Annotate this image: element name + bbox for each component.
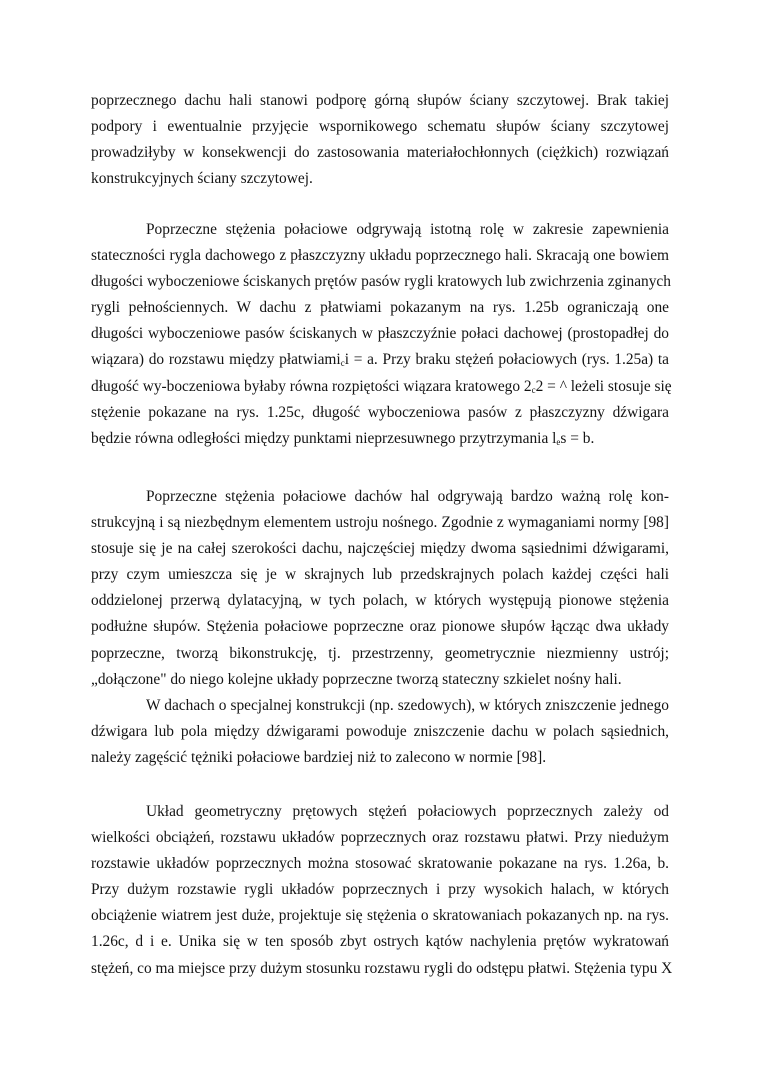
text-line: stosuje się je na całej szerokości dachu, najczęściej między dwoma sąsiednimi dźwigarami,	[91, 540, 669, 558]
text-line: W dachach o specjalnej konstrukcji (np. szedowych), w których zniszczenie jednego	[146, 697, 669, 714]
subscript: c	[531, 384, 536, 395]
text-line: oddzielonej przerwą dylatacyjną, w tych polach, w których występują pionowe stężenia	[91, 592, 669, 610]
paragraph-4	[91, 693, 669, 771]
text-fragment: 2 = ^ leżeli stosuje się	[535, 377, 672, 395]
text-line: Poprzeczne stężenia połaciowe dachów hal odgrywają bardzo ważną rolę kon-	[146, 488, 669, 505]
text-line: dźwigara lub pola między dźwigarami powoduje zniszczenie dachu w polach sąsiednich,	[91, 723, 669, 741]
text-line-with-subscript	[91, 426, 669, 452]
paragraph-3	[91, 484, 669, 693]
text-line: poprzeczne, tworzą bikonstrukcję, tj. przestrzenny, geometrycznie niezmienny ustrój;	[91, 644, 669, 662]
text-line: stężeń, co ma miejsce przy dużym stosunku rozstawu rygli do odstępu płatwi. Stężenia typu X	[91, 959, 673, 977]
text-line: podłużne słupów. Stężenia połaciowe poprzeczne oraz pionowe słupów łącząc dwa układy	[91, 618, 669, 636]
text-line: rozstawie układów poprzecznych można stosować skratowanie pokazane na rys. 1.26a, b.	[91, 855, 669, 873]
text-line: rygli pełnościennych. W dachu z płatwiami pokazanym na rys. 1.25b ograniczają one	[91, 299, 669, 317]
text-line: 1.26c, d i e. Unika się w ten sposób zbyt ostrych kątów nachylenia prętów wykratowań	[91, 933, 669, 951]
text-line: Przy dużym rozstawie rygli układów poprzecznych i przy wysokich halach, w których	[91, 881, 669, 899]
text-line: obciążenie wiatrem jest duże, projektuje się stężenia o skratowaniach pokazanych np. na rys.	[91, 907, 669, 925]
paragraph-2	[91, 217, 672, 452]
text-line: długości wyboczeniowe pasów ściskanych w płaszczyźnie połaci dachowej (prostopadłej do	[91, 325, 669, 343]
text-line-with-subscript	[91, 374, 672, 400]
text-line: długości wyboczeniowe ściskanych prętów pasów rygli kratowych lub zwichrzenia zginanych	[91, 273, 671, 291]
text-line: strukcyjną i są niezbędnym elementem ustroju nośnego. Zgodnie z wymaganiami normy [98]	[91, 514, 669, 532]
text-line: należy zagęścić tężniki połaciowe bardziej niż to zalecono w normie [98].	[91, 749, 547, 767]
text-line: „dołączone" do niego kolejne układy poprzeczne tworzą stateczny szkielet nośny hali.	[91, 670, 622, 688]
text-fragment: s = b.	[560, 429, 595, 447]
text-line: Poprzeczne stężenia połaciowe odgrywają istotną rolę w zakresie zapewnienia	[146, 221, 669, 238]
text-line: Układ geometryczny prętowych stężeń połaciowych poprzecznych zależy od	[146, 803, 669, 820]
text-line: stateczności rygla dachowego z płaszczyzny układu poprzecznego hali. Skracają one bowiem	[91, 247, 669, 265]
subscript: e	[556, 436, 561, 447]
text-line: prowadziłyby w konsekwencji do zastosowania materiałochłonnych (ciężkich) rozwiązań	[91, 144, 669, 162]
text-line: poprzecznego dachu hali stanowi podporę górną słupów ściany szczytowej. Brak takiej	[91, 92, 669, 109]
text-fragment: i = a. Przy braku stężeń połaciowych (rys. 1.25a) ta	[344, 351, 670, 369]
text-fragment: długość wy-boczeniowa byłaby równa rozpiętości wiązara kratowego 2	[91, 377, 532, 395]
text-line: konstrukcyjnych ściany szczytowej.	[91, 170, 313, 188]
text-line-with-subscript	[91, 347, 669, 373]
text-line: wielkości obciążeń, rozstawu układów poprzecznych oraz rozstawu płatwi. Przy niedużym	[91, 829, 669, 847]
text-fragment: będzie równa odległości między punktami nieprzesuwnego przytrzymania l	[91, 429, 557, 447]
text-line: podpory i ewentualnie przyjęcie wspornikowego schematu słupów ściany szczytowej	[91, 118, 669, 136]
paragraph-5	[91, 799, 673, 982]
text-line: stężenie pokazane na rys. 1.25c, długość wyboczeniowa pasów z płaszczyzny dźwigara	[91, 403, 669, 421]
paragraph-1	[91, 88, 669, 192]
text-fragment: wiązara) do rozstawu między płatwiami	[91, 351, 341, 369]
text-line: przy czym umieszcza się je w skrajnych lub przedskrajnych polach każdej części hali	[91, 566, 669, 584]
subscript: c	[340, 358, 345, 369]
